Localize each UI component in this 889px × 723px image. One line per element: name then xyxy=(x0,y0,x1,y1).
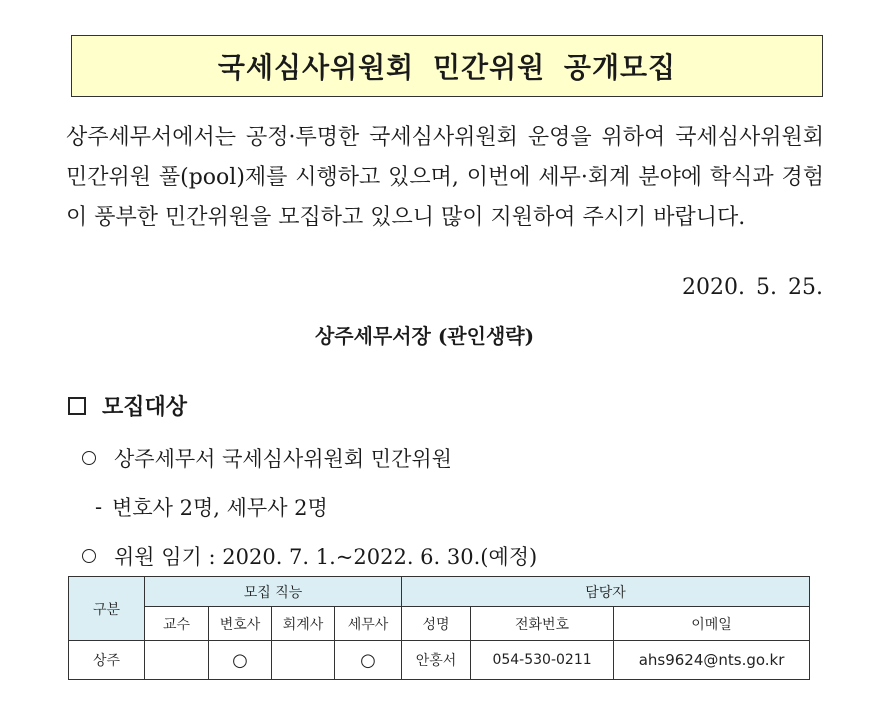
cell-email: ahs9624@nts.go.kr xyxy=(614,641,810,680)
cell-category: 상주 xyxy=(69,641,145,680)
recruitment-table xyxy=(68,576,810,680)
list-item-text: 위원 임기 : 2020. 7. 1.~2022. 6. 30.(예정) xyxy=(114,545,538,569)
header-professor: 교수 xyxy=(145,607,209,641)
list-item xyxy=(82,541,537,571)
issuer: 상주세무서장 (관인생략) xyxy=(314,324,535,348)
list-item-text: 상주세무서 국세심사위원회 민간위원 xyxy=(114,447,452,471)
checkbox-icon xyxy=(68,397,86,415)
section-heading-label: 모집대상 xyxy=(102,395,188,420)
header-accountant: 회계사 xyxy=(272,607,335,641)
dash-bullet-icon: - xyxy=(95,495,103,519)
sub-list-item xyxy=(95,492,328,522)
cell-tax-accountant: ○ xyxy=(335,641,402,680)
cell-phone: 054-530-0211 xyxy=(471,641,614,680)
header-phone: 전화번호 xyxy=(471,607,614,641)
header-contact-group: 담당자 xyxy=(402,577,810,607)
cell-name: 안홍서 xyxy=(402,641,471,680)
circle-bullet-icon xyxy=(82,549,96,563)
list-item xyxy=(82,443,452,473)
header-tax-accountant: 세무사 xyxy=(335,607,402,641)
header-jobs-group: 모집 직능 xyxy=(145,577,402,607)
cell-lawyer: ○ xyxy=(209,641,272,680)
sub-list-item-text: 변호사 2명, 세무사 2명 xyxy=(112,496,328,520)
cell-professor xyxy=(145,641,209,680)
cell-accountant xyxy=(272,641,335,680)
header-email: 이메일 xyxy=(614,607,810,641)
header-name: 성명 xyxy=(402,607,471,641)
intro-paragraph: 상주세무서에서는 공정·투명한 국세심사위원회 운영을 위하여 국세심사위원회 민간위원 풀(pool)제를 시행하고 있으며, 이번에 세무·회계 분야에 학식과 경험이 풍부한 민간위원을 모집하고 있으니 많이 지원하여 주시기 바랍니다. xyxy=(66,125,824,230)
section-heading xyxy=(68,390,187,421)
table-row xyxy=(69,641,810,680)
announcement-date: 2020. 5. 25. xyxy=(682,275,823,300)
header-lawyer: 변호사 xyxy=(209,607,272,641)
header-category: 구분 xyxy=(69,577,145,641)
circle-bullet-icon xyxy=(82,451,96,465)
page-title: 국세심사위원회 민간위원 공개모집 xyxy=(71,35,823,97)
